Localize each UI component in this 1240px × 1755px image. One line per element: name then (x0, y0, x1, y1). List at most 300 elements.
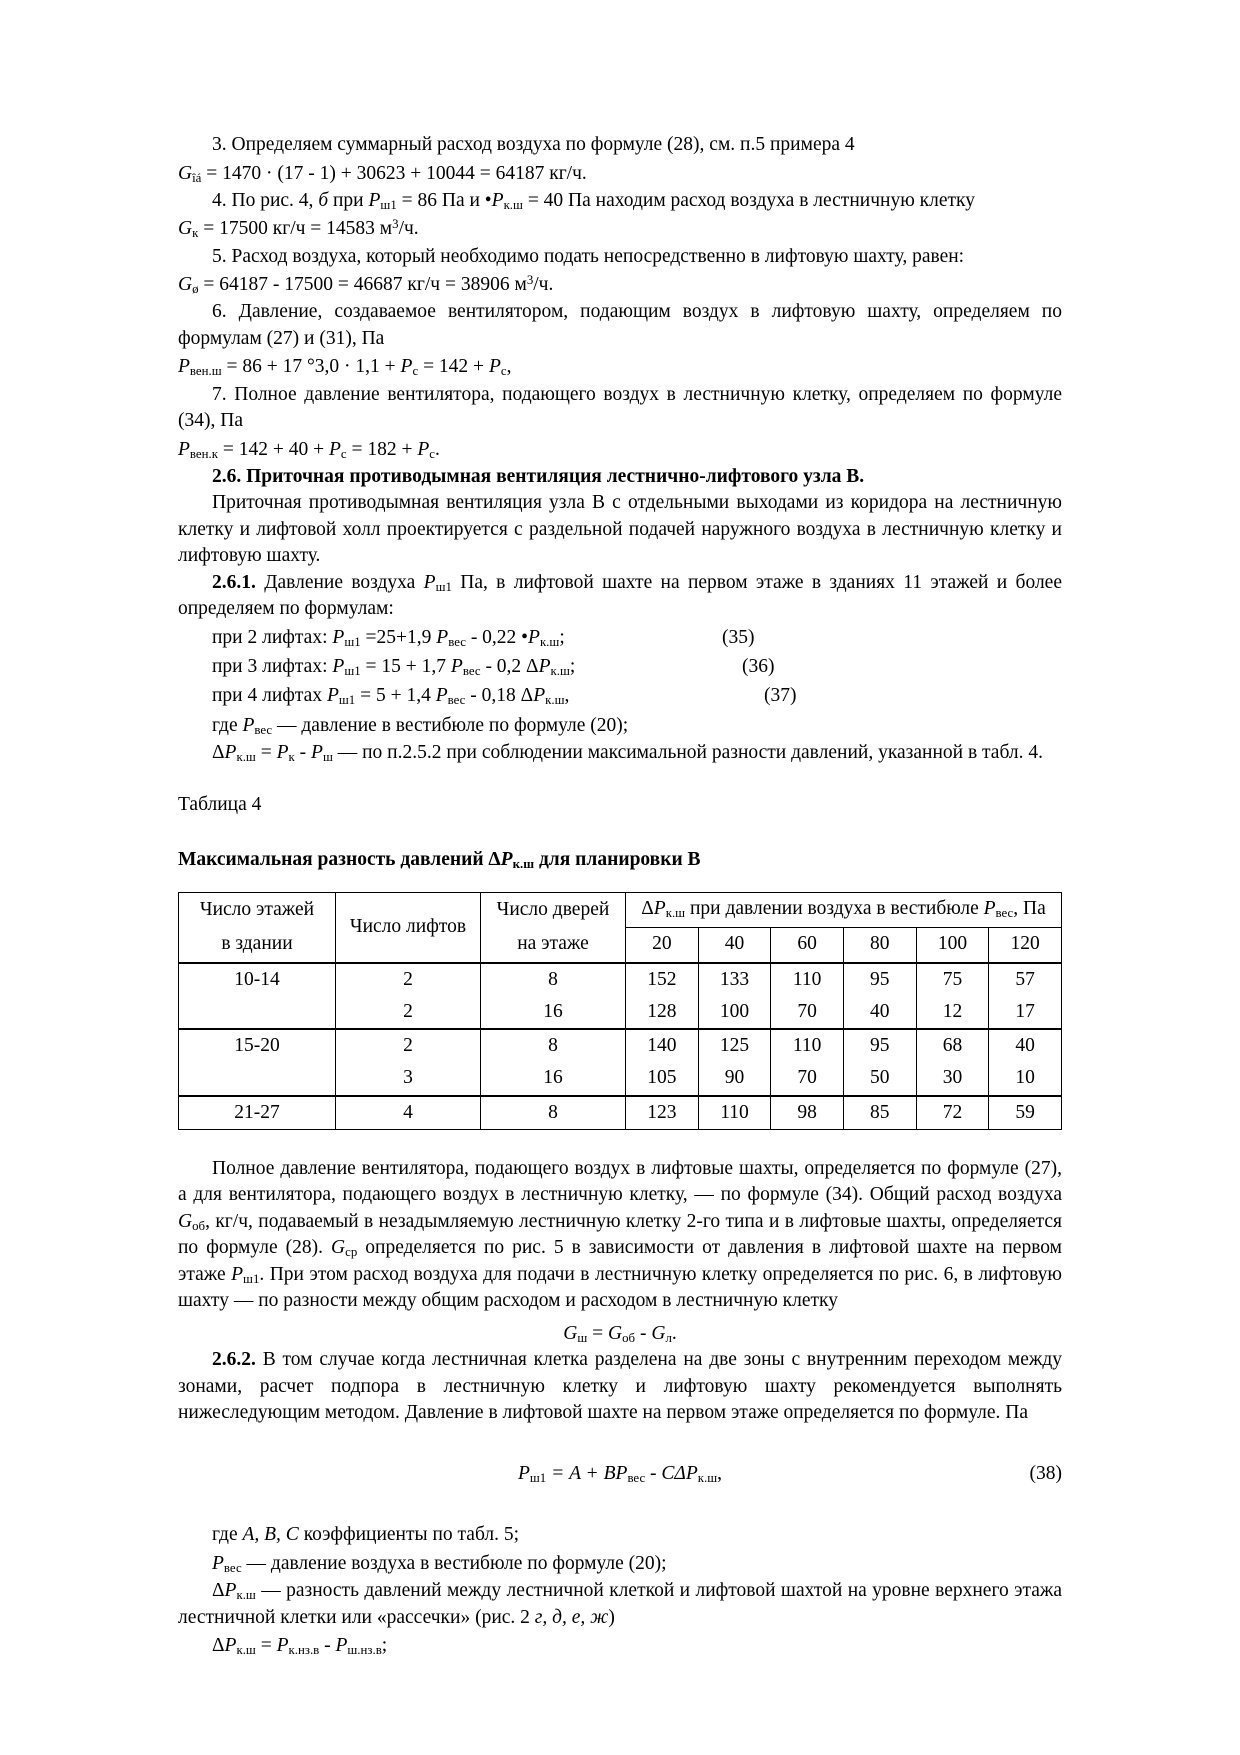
formula-36-lhs: $P_{ш1}$ (332, 656, 361, 679)
var-G-ob-subscript: об (192, 1218, 206, 1233)
cell-value-60 (771, 996, 844, 1029)
eq-last-pknz: $P_{к.нз.в}$ (276, 1635, 320, 1658)
header-pressure-60-text: 60 (797, 933, 817, 955)
cell-value-40 (698, 996, 771, 1029)
cell-value-100 (916, 1062, 989, 1095)
var-G-ob: $G_{об}$ (178, 1210, 206, 1233)
paragraph-2-6-2 (178, 1347, 1062, 1427)
formula-35-lhs-subscript: ш1 (344, 634, 361, 649)
heading-2-6 (178, 464, 1062, 491)
table-header-row-2 (179, 927, 1062, 963)
eq-last-pshnz: $P_{ш.нз.в}$ (335, 1635, 382, 1658)
dpk-delta: Δ (212, 741, 225, 763)
item-2-6-1-text-b: Па, в лифтовой шахте на первом этаже в зданиях 11 этажей и более определяем по формулам: (178, 571, 1062, 620)
item-5-text: 5. Расход воздуха, который необходимо подать непосредственно в лифтовую шахту, равен: (212, 245, 965, 267)
header-lifts-text: Число лифтов (349, 915, 467, 937)
header-pressure-20 (626, 927, 699, 963)
cell-value-120 (989, 1029, 1062, 1062)
var-G-cp-subscript: ср (345, 1245, 358, 1260)
cell-value-120 (989, 963, 1062, 996)
equation-Gk (178, 214, 1062, 243)
where-pvec-text: — давление в вестибюле по формуле (20); (272, 714, 629, 736)
cell-value-20 (626, 1096, 699, 1130)
var-P-ven-sh: $P_{вен.ш}$ (178, 356, 222, 379)
where-pvec-prefix: где (212, 714, 243, 736)
dpk-psh: $P_ш$ (311, 741, 333, 764)
dpk-desc-tail: ) (608, 1606, 615, 1628)
formula-37-tail: - 0,18 Δ (465, 685, 534, 707)
cell-value-40-text: 125 (719, 1035, 750, 1057)
header-span-var-Pvec: $P_{вес}$ (983, 898, 1014, 921)
formula-38 (518, 1463, 722, 1484)
where-pvec-subscript-2: вес (223, 1560, 242, 1575)
cell-value-40-text: 100 (719, 1000, 750, 1022)
paragraph-2-6 (178, 490, 1062, 570)
cell-value-60-text: 110 (792, 968, 822, 990)
formula-36-lhs-subscript: ш1 (344, 664, 361, 679)
cell-value-80 (843, 1096, 916, 1130)
item-6-text: 6. Давление, создаваемое вентилятором, подающим воздух в лифтовую шахту, определяем по формулам (27) и (31), Па (178, 301, 1062, 349)
eq-Gsh-lhs-subscript: ш (577, 1330, 588, 1345)
cell-value-100-text: 72 (942, 1101, 963, 1123)
var-P-ven-sh-subscript: вен.ш (189, 364, 222, 379)
table-title-post: для планировки В (534, 848, 701, 870)
formula-38-number: (38) (1029, 1462, 1062, 1484)
var-P-c-4: $P_с$ (417, 438, 436, 461)
var-P-ven-k-subscript: вен.к (189, 446, 218, 461)
header-floors-line1-text: Число этажей (199, 898, 315, 920)
formula-38-pvec-subscript: вес (627, 1470, 646, 1485)
cell-value-80 (843, 1029, 916, 1062)
formula-37-mid: = 5 + 1,4 (355, 685, 436, 707)
spacer-after-table (178, 1130, 1062, 1156)
formula-38-pvec: $P_{вес}$ (615, 1462, 646, 1485)
dpk-definition-line (178, 740, 1062, 767)
var-P-sh1-b: $P_{ш1}$ (423, 571, 452, 594)
cell-value-100-text: 30 (942, 1067, 963, 1089)
cell-doors (481, 1029, 626, 1062)
item-2-6-1-number: 2.6.1. (212, 571, 256, 593)
equation-Pven-sh-text-1: = 86 + 17 °3,0 · 1,1 + (221, 356, 401, 378)
cell-value-40-text: 110 (720, 1101, 749, 1123)
formula-35-pvec-subscript: вес (448, 634, 466, 649)
cell-value-40 (698, 1096, 771, 1130)
header-span-delta: Δ (641, 898, 654, 920)
formula-37-prefix: при 4 лифтах (212, 685, 327, 707)
where-abc-prefix: где (212, 1523, 243, 1545)
cell-value-60 (771, 1062, 844, 1095)
formula-37-lhs-subscript: ш1 (338, 693, 356, 708)
var-P-sh1-b-subscript: ш1 (435, 579, 452, 594)
cell-value-80-text: 95 (870, 1035, 890, 1057)
cell-value-20 (626, 1062, 699, 1095)
formula-36-pvec: $P_{вес}$ (450, 656, 481, 679)
cell-value-20 (626, 1029, 699, 1062)
cell-value-100 (916, 996, 989, 1029)
cell-floors-text: 21-27 (234, 1101, 280, 1123)
eq-Gsh-gl: $G_л$ (651, 1322, 672, 1345)
cell-value-100 (916, 963, 989, 996)
item-2-6-1-text-a: Давление воздуха (255, 571, 424, 593)
equation-Go-text-1: = 64187 - 17500 = 46687 кг/ч = 38906 м (198, 274, 527, 296)
eq-Gsh-equals: = (587, 1322, 609, 1344)
cell-doors (481, 963, 626, 996)
cell-value-100-text: 12 (942, 1000, 963, 1022)
formula-38-mid: = A + B (546, 1462, 616, 1484)
table-title-pre: Максимальная разность давлений Δ (178, 848, 501, 870)
formula-38-lhs: $P_{ш1}$ (517, 1462, 547, 1485)
equation-Gsh (178, 1321, 1062, 1348)
formula-38-pksh-subscript: к.ш (697, 1470, 718, 1485)
dpk-lhs: $P_{к.ш}$ (224, 741, 256, 764)
cell-doors-text: 8 (548, 1035, 558, 1057)
header-pressure-120 (989, 927, 1062, 963)
cell-value-80-text: 95 (870, 968, 890, 990)
table-title-var-P: $P_{к.ш}$ (500, 848, 535, 871)
var-P-c-1: $P_с$ (400, 356, 419, 379)
where-pvec-line (178, 711, 1062, 740)
cell-value-120 (989, 1062, 1062, 1095)
formula-36-mid: = 15 + 1,7 (360, 656, 451, 678)
equation-Go-superscript: 3 (526, 273, 534, 288)
item-3-text: 3. Определяем суммарный расход воздуха по формуле (28), см. п.5 примера 4 (212, 134, 855, 155)
cell-doors-text: 8 (548, 1101, 558, 1123)
header-pressure-60 (771, 927, 844, 963)
formula-35 (178, 623, 1062, 652)
header-pressure-100 (916, 927, 989, 963)
header-doors-line2 (481, 927, 626, 963)
formula-37-number: (37) (764, 685, 797, 707)
dpk-psh-subscript: ш (322, 749, 333, 764)
where-abc-line (178, 1520, 1062, 1549)
var-P-c-3: $P_с$ (328, 438, 347, 461)
where-pvec-var: $P_{вес}$ (242, 714, 273, 737)
cell-lifts (336, 963, 481, 996)
cell-value-100-text: 75 (942, 968, 963, 990)
eq-last-pknz-subscript: к.нз.в (288, 1643, 320, 1658)
equation-Go (178, 270, 1062, 299)
dpk-desc-text: — разность давлений между лестничной клеткой и лифтовой шахтой на уровне верхнего этажа лестничной клетки или «рассечки» (рис. 2 (178, 1580, 1062, 1628)
cell-value-60 (771, 1096, 844, 1130)
cell-value-60 (771, 963, 844, 996)
var-P-ksh-subscript: к.ш (503, 197, 523, 212)
paragraph-item-4 (178, 188, 1062, 215)
var-P-sh1: $P_{ш1}$ (368, 189, 397, 212)
cell-value-100 (916, 1029, 989, 1062)
dpk-desc-delta: Δ (212, 1580, 225, 1602)
equation-Pven-k-text-2: = 182 + (346, 438, 418, 460)
cell-value-40 (698, 1062, 771, 1095)
formula-36-prefix: при 3 лифтах: (212, 656, 333, 678)
eq-last-delta: Δ (212, 1635, 225, 1657)
cell-value-40 (698, 1029, 771, 1062)
paragraph-item-6 (178, 299, 1062, 352)
item-2-6-2-number: 2.6.2. (212, 1349, 256, 1371)
table-row (179, 1062, 1062, 1095)
var-G-k-subscript: к (192, 226, 199, 241)
dpk-description (178, 1578, 1062, 1631)
table-row (179, 963, 1062, 996)
cell-value-100-text: 68 (942, 1035, 963, 1057)
var-G-o-subscript: ø (192, 281, 199, 296)
cell-value-120-text: 57 (1015, 968, 1035, 990)
header-pressure-span (626, 892, 1062, 927)
paragraph-after-table-part1: Полное давление вентилятора, подающего воздух в лифтовые шахты, определяется по формуле (27), а для вентилятора, подающего воздух в лестничную клетку, — по формуле (34). Общий расход воздуха (178, 1157, 1062, 1206)
equation-G-ia-text: = 1470 · (17 - 1) + 30623 + 10044 = 64187 кг/ч. (201, 162, 587, 184)
dpk-equals: = (255, 741, 277, 763)
item-4-text-c: = 86 Па и • (396, 189, 492, 211)
formula-38-tail: - CΔ (645, 1462, 686, 1484)
formula-36-number: (36) (742, 656, 775, 678)
formula-37-pksh-subscript: к.ш (545, 693, 565, 708)
cell-value-60-text: 70 (797, 1067, 817, 1089)
var-P-ksh: $P_{к.ш}$ (491, 189, 523, 212)
var-P-sh1-c-subscript: ш1 (243, 1271, 260, 1286)
cell-floors (179, 996, 336, 1029)
where-abc-post: коэффициенты по табл. 5; (298, 1523, 520, 1545)
cell-value-80-text: 50 (870, 1067, 890, 1089)
cell-value-60-text: 70 (797, 1000, 817, 1022)
item-4-text-b: при (328, 189, 369, 211)
eq-last-lhs-subscript: к.ш (236, 1643, 256, 1658)
formula-35-lhs: $P_{ш1}$ (332, 626, 361, 649)
table-row (179, 1029, 1062, 1062)
item-4-text-d: = 40 Па находим расход воздуха в лестничную клетку (522, 189, 975, 211)
cell-value-40 (698, 963, 771, 996)
where-pvec-var-2: $P_{вес}$ (212, 1553, 242, 1575)
cell-value-80 (843, 963, 916, 996)
eq-last-end: ; (381, 1635, 388, 1657)
cell-doors (481, 1096, 626, 1130)
eq-last-equals: = (255, 1635, 277, 1657)
formula-35-tail: - 0,22 • (465, 626, 529, 648)
formula-35-prefix: при 2 лифтах: (212, 626, 333, 648)
table-label-text: Таблица 4 (178, 794, 262, 816)
formula-37-end: , (564, 685, 570, 707)
cell-value-20 (626, 996, 699, 1029)
cell-value-80-text: 85 (870, 1101, 890, 1123)
table-title (178, 847, 1062, 874)
document-page (178, 132, 1062, 1661)
var-G-cp: $G_{ср}$ (331, 1237, 358, 1260)
header-span-var-P: $P_{к.ш}$ (653, 898, 686, 921)
item-7-text: 7. Полное давление вентилятора, подающего воздух в лестничную клетку, определяем по формуле (34), Па (178, 383, 1062, 432)
cell-value-20-text: 123 (647, 1101, 677, 1123)
cell-value-60-text: 98 (797, 1101, 817, 1123)
paragraph-after-table-part2: , кг/ч, подаваемый в незадымляемую лестничную клетку 2-го типа и в лифтовые шахты, определяется по формуле (28). (178, 1210, 1062, 1259)
paragraph-2-6-1 (178, 570, 1062, 623)
heading-2-6-text: 2.6. Приточная противодымная вентиляция лестнично-лифтового узла В. (212, 465, 865, 487)
equation-Pven-sh (178, 352, 1062, 381)
formula-36-pksh: $P_{к.ш}$ (538, 656, 570, 679)
equation-Pven-sh-text-3: , (506, 356, 512, 378)
cell-lifts-text: 2 (403, 968, 413, 990)
header-doors-line1 (481, 892, 626, 927)
formula-38-pksh: $P_{к.ш}$ (685, 1462, 718, 1485)
formula-36-pksh-subscript: к.ш (550, 664, 570, 679)
cell-lifts-text: 3 (403, 1067, 413, 1089)
cell-value-80-text: 40 (870, 1000, 890, 1022)
var-P-sh1-c: $P_{ш1}$ (231, 1263, 260, 1286)
cell-value-20-text: 105 (647, 1067, 677, 1089)
var-P-ven-k: $P_{вен.к}$ (178, 438, 218, 461)
cell-lifts (336, 1096, 481, 1130)
formula-35-mid: =25+1,9 (360, 626, 437, 648)
table-title-subscript: к.ш (512, 856, 535, 871)
header-span-subscript: к.ш (665, 906, 686, 921)
eq-Gsh-minus: - (635, 1322, 652, 1344)
cell-floors-text: 15-20 (234, 1035, 280, 1057)
formula-37-pvec-subscript: вес (447, 693, 466, 708)
cell-value-20 (626, 963, 699, 996)
dpk-pk: $P_к$ (276, 741, 295, 764)
var-G: $G_{îá}$ (178, 162, 202, 185)
header-span-mid: при давлении воздуха в вестибюле (685, 898, 984, 920)
formula-38-wrapper (178, 1463, 1062, 1486)
eq-Gsh-gob-subscript: об (622, 1330, 636, 1345)
var-P-c-2-subscript: с (500, 364, 507, 379)
formula-37-pksh: $P_{к.ш}$ (533, 685, 565, 708)
table-row (179, 1096, 1062, 1130)
header-pressure-120-text: 120 (1010, 933, 1040, 955)
equation-Pven-sh-text-2: = 142 + (418, 356, 489, 378)
formula-35-number: (35) (722, 626, 755, 648)
dpk-pk-subscript: к (288, 749, 295, 764)
formula-36 (178, 652, 1062, 681)
cell-doors-text: 16 (543, 1067, 563, 1089)
where-pvec-text-2: — давление воздуха в вестибюле по формуле (20); (241, 1553, 667, 1575)
pressure-difference-table (178, 892, 1062, 1130)
var-P-c-3-subscript: с (340, 446, 347, 461)
cell-value-120-text: 40 (1015, 1035, 1035, 1057)
var-P-c-2: $P_с$ (488, 356, 507, 379)
header-floors-line2-text: в здании (221, 933, 293, 955)
cell-value-80 (843, 996, 916, 1029)
var-P-c-1-subscript: с (412, 364, 419, 379)
formula-37-lhs: $P_{ш1}$ (326, 685, 356, 708)
dpk-tail-text: — по п.2.5.2 при соблюдении максимальной разности давлений, указанной в табл. 4. (332, 741, 1043, 763)
dpk-desc-fig-letters: г, д, е, ж (534, 1606, 609, 1628)
equation-Pven-k-text-1: = 142 + 40 + (217, 438, 329, 460)
var-P-sh1-subscript: ш1 (380, 197, 397, 212)
formula-36-pvec-subscript: вес (462, 664, 481, 679)
header-pressure-100-text: 100 (937, 933, 968, 955)
paragraph-item-7 (178, 382, 1062, 435)
paragraph-after-table-part3: определяется по рис. 5 в зависимости от давления в лифтовой шахте на первом этаже (178, 1237, 1062, 1285)
formula-38-end: , (717, 1462, 723, 1484)
cell-value-120-text: 17 (1015, 1000, 1035, 1022)
cell-value-20-text: 152 (647, 968, 677, 990)
var-G-subscript: îá (192, 170, 202, 185)
cell-value-120-text: 10 (1015, 1067, 1035, 1089)
cell-lifts (336, 1062, 481, 1095)
formula-36-tail: - 0,2 Δ (480, 656, 539, 678)
header-span-post: , Па (1013, 898, 1046, 920)
paragraph-after-table-part4: . При этом расход воздуха для подачи в лестничную клетку определяется по рис. 6, в лифтовую шахту — по разности между общим расходом и расходом в лестничную клетку (178, 1263, 1062, 1312)
header-floors-line1 (179, 892, 336, 927)
header-floors-line2 (179, 927, 336, 963)
dpk-lhs-subscript: к.ш (236, 749, 256, 764)
cell-floors (179, 963, 336, 996)
header-lifts (336, 892, 481, 963)
cell-value-40-text: 90 (724, 1067, 745, 1089)
equation-Go-text-2: /ч. (533, 274, 554, 296)
cell-value-120 (989, 996, 1062, 1029)
var-G-k: $G_к$ (178, 218, 199, 241)
formula-37 (178, 681, 1062, 710)
paragraph-item-5 (178, 244, 1062, 271)
cell-doors-text: 8 (548, 968, 558, 990)
formula-35-pvec: $P_{вес}$ (436, 626, 466, 649)
cell-lifts-text: 2 (403, 1035, 413, 1057)
equation-Pven-k (178, 435, 1062, 464)
paragraph-2-6-text: Приточная противодымная вентиляция узла В с отдельными выходами из коридора на лестничную клетку и лифтовой холл проектируется с раздельной подачей наружного воздуха в лестничную клетку и лифтовую шахту. (178, 492, 1062, 567)
cell-value-40-text: 133 (719, 968, 750, 990)
dpk-desc-var: $P_{к.ш}$ (224, 1580, 256, 1603)
cell-value-20-text: 128 (647, 1000, 677, 1022)
table-label (178, 792, 1062, 819)
cell-lifts-text: 4 (403, 1101, 413, 1123)
cell-floors (179, 1096, 336, 1130)
equation-last (178, 1631, 1062, 1660)
item-2-6-2-text: В том случае когда лестничная клетка разделена на две зоны с внутренним переходом между зонами, расчет подпора в лестничную клетку и лифтовую шахту рекомендуется выполнять нижеследующим методом. Давление в лифтовой шахте на первом этаже определяется по формуле. Па (178, 1349, 1062, 1424)
where-abc-vars: A, B, C (242, 1523, 299, 1545)
eq-last-lhs: $P_{к.ш}$ (224, 1635, 256, 1658)
paragraph-after-table (178, 1156, 1062, 1315)
header-pressure-20-text: 20 (652, 933, 672, 955)
table-header-row-1 (179, 892, 1062, 927)
cell-value-120 (989, 1096, 1062, 1130)
equation-Gk-text-2: /ч. (398, 218, 419, 240)
cell-floors (179, 1062, 336, 1095)
cell-value-60 (771, 1029, 844, 1062)
paragraph-item-3 (178, 132, 1062, 159)
header-pressure-40-text: 40 (724, 933, 745, 955)
eq-Gsh-gob: $G_{об}$ (608, 1322, 636, 1345)
cell-value-120-text: 59 (1015, 1101, 1035, 1123)
cell-doors (481, 996, 626, 1029)
formula-37-pvec: $P_{вес}$ (435, 685, 466, 708)
eq-last-minus: - (319, 1635, 336, 1657)
formula-36-end: ; (569, 656, 576, 678)
where-pvec-line-2 (178, 1549, 1062, 1578)
formula-38-lhs-subscript: ш1 (529, 1470, 547, 1485)
item-4-fig-letter: б (318, 189, 329, 211)
header-span-subscript-2: вес (995, 906, 1014, 921)
cell-value-20-text: 140 (647, 1035, 677, 1057)
cell-doors-text: 16 (543, 1000, 563, 1022)
header-doors-line2-text: на этаже (517, 933, 589, 955)
header-pressure-40 (698, 927, 771, 963)
cell-floors (179, 1029, 336, 1062)
dpk-desc-subscript: к.ш (236, 1588, 256, 1603)
equation-Pven-k-text-3: . (435, 438, 440, 460)
dpk-minus: - (294, 741, 312, 763)
eq-Gsh-lhs: $G_ш$ (563, 1322, 588, 1345)
header-pressure-80 (843, 927, 916, 963)
var-P-c-4-subscript: с (429, 446, 436, 461)
where-pvec-subscript: вес (254, 722, 273, 737)
table-row (179, 996, 1062, 1029)
cell-lifts-text: 2 (403, 1000, 413, 1022)
equation-Gk-superscript: 3 (392, 217, 399, 232)
header-pressure-80-text: 80 (870, 933, 890, 955)
equation-Gk-text-1: = 17500 кг/ч = 14583 м (198, 218, 393, 240)
cell-value-80 (843, 1062, 916, 1095)
cell-floors-text: 10-14 (234, 968, 280, 990)
item-4-text-a: 4. По рис. 4, (212, 189, 319, 211)
eq-Gsh-end: . (671, 1322, 677, 1344)
